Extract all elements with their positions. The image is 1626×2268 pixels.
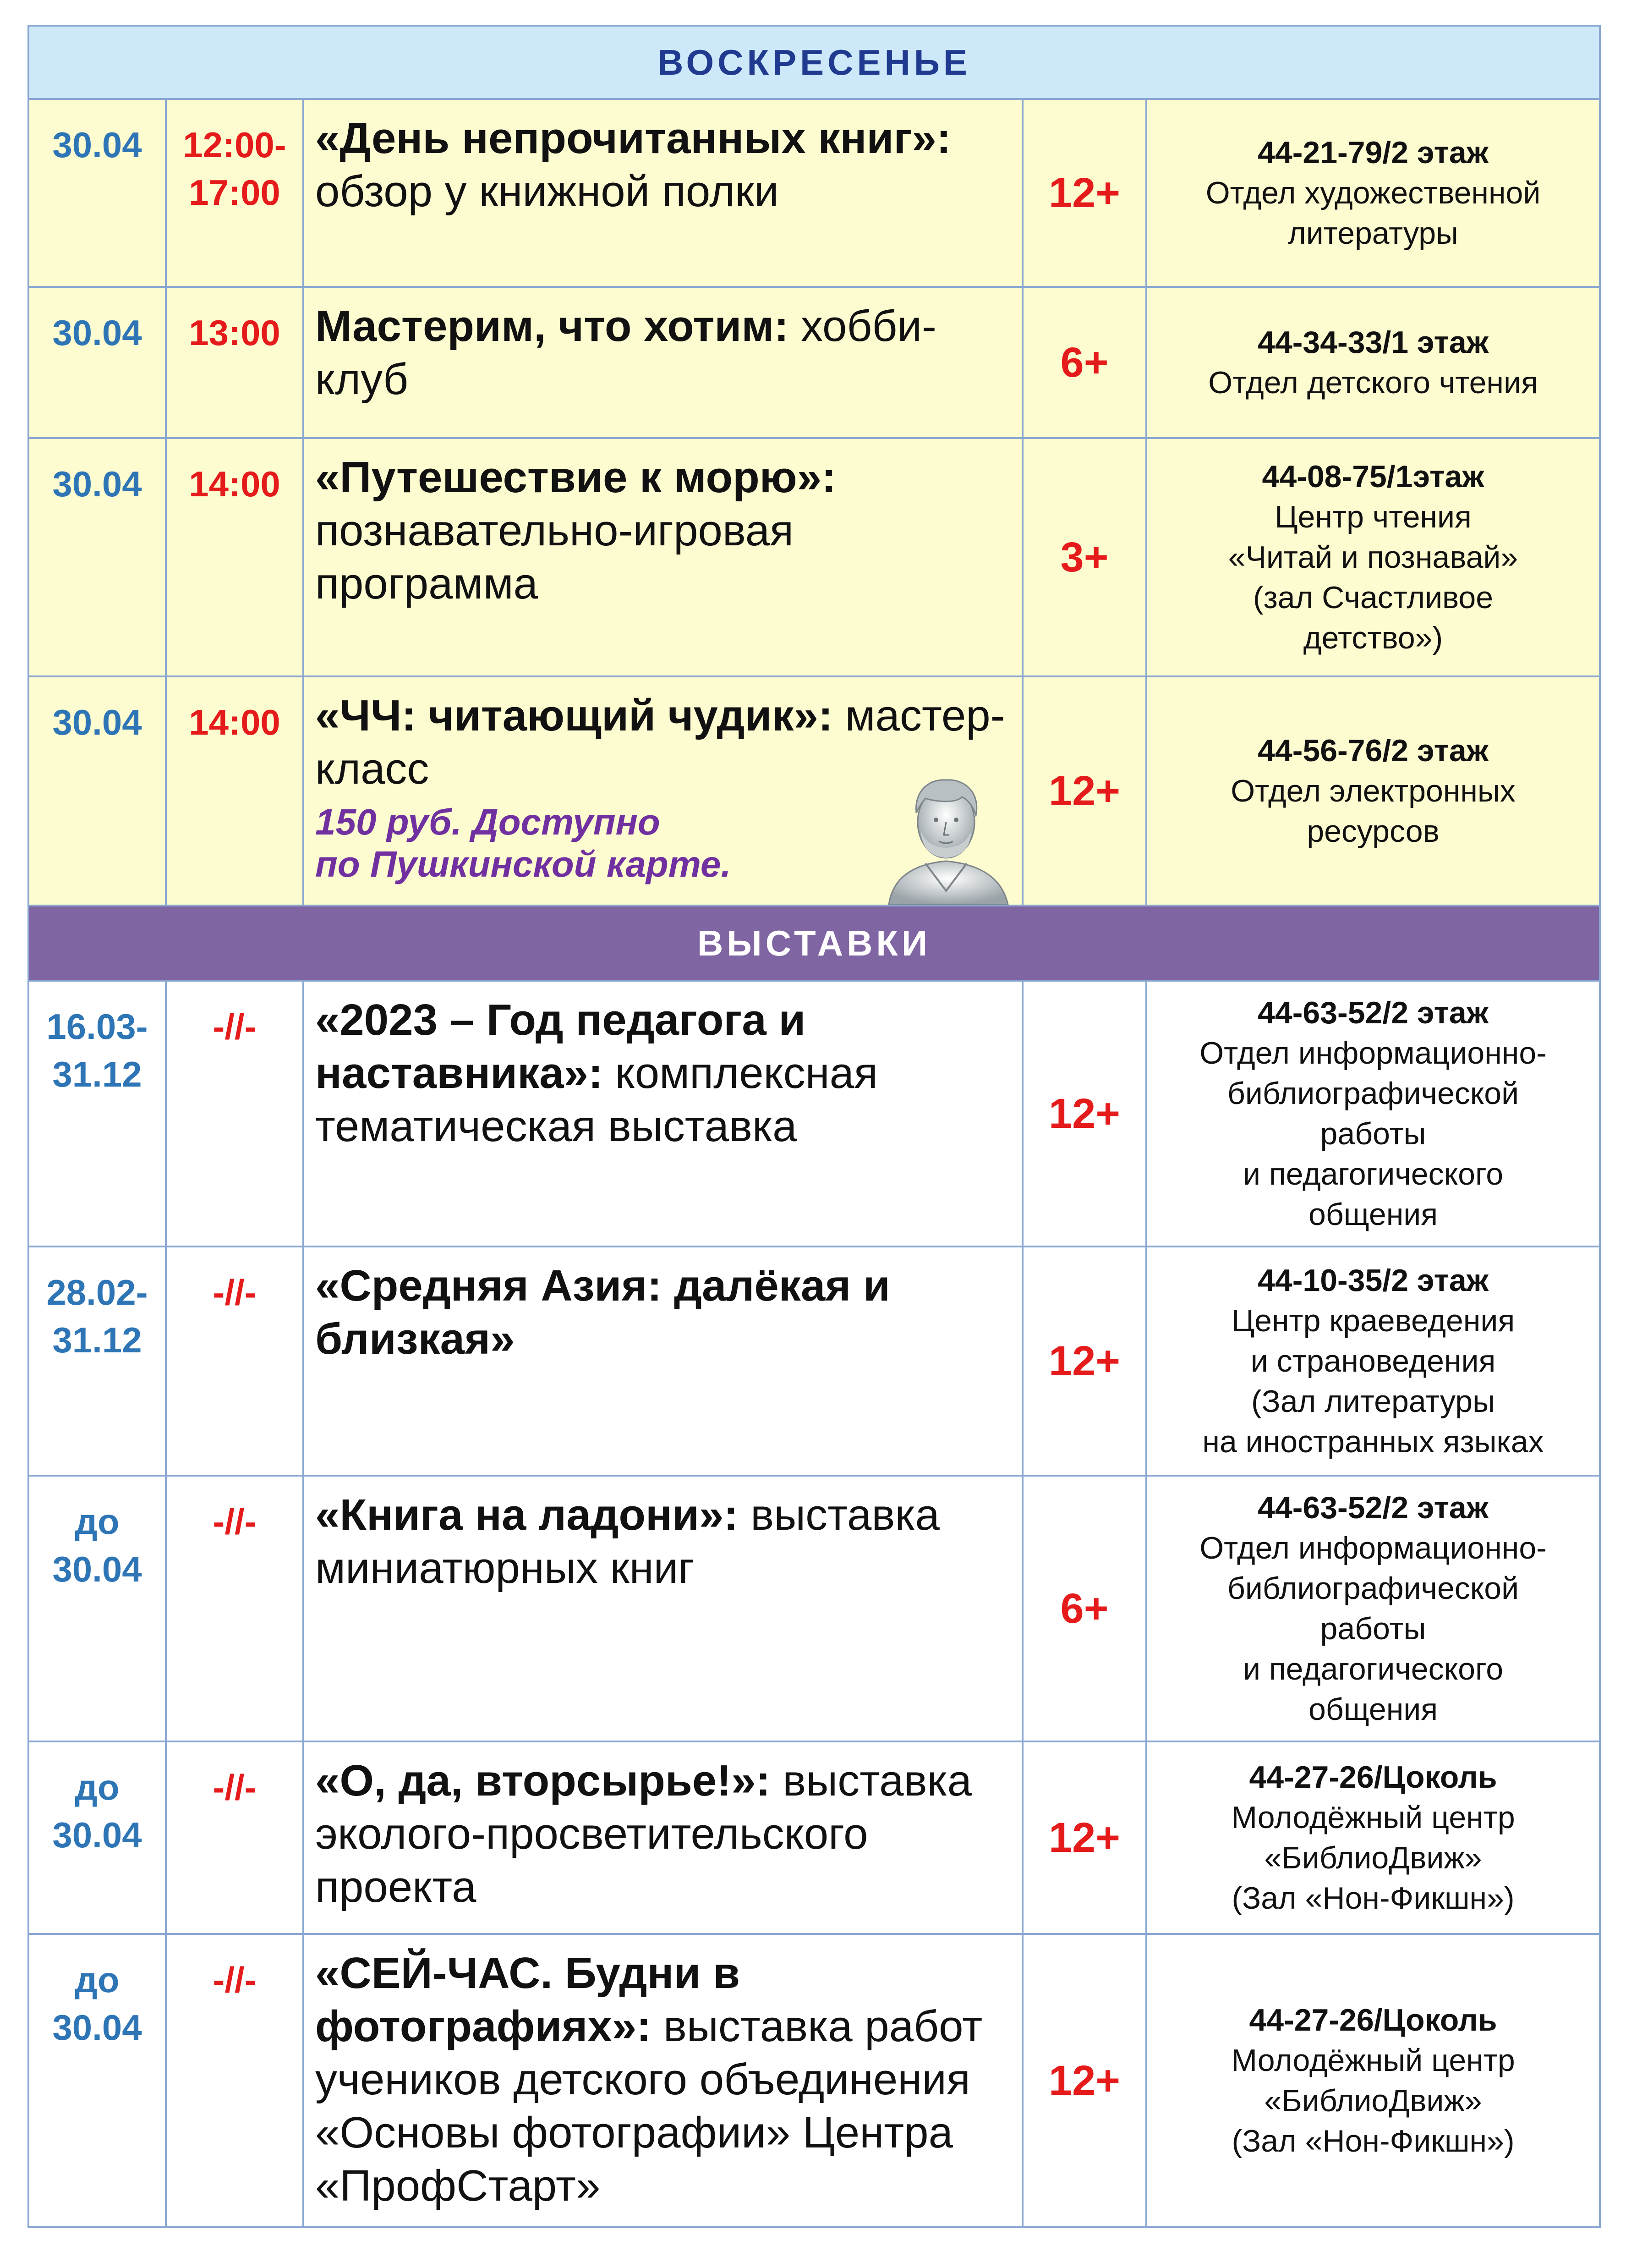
title-rest: выставка эколого-просветительского проекта	[315, 1756, 972, 1911]
event-row	[28, 676, 1600, 906]
phone: 44-34-33/1 этаж	[1258, 325, 1489, 360]
date-line: 30.04	[52, 1815, 142, 1855]
title-bold: «Средняя Азия: далёкая и близкая»	[315, 1261, 890, 1363]
event-title	[303, 99, 1023, 287]
age-rating: 12+	[1023, 981, 1146, 1247]
title-rest: выставка миниатюрных книг	[315, 1490, 940, 1593]
place-line: Отдел электронных	[1231, 774, 1516, 808]
place-line: (Зал «Нон-Фикшн»)	[1232, 1881, 1515, 1916]
event-date: 30.04	[28, 676, 166, 906]
date-line: 30.04	[52, 2007, 142, 2048]
title-rest: выставка работ учеников детского объединения «Основы фотографии» Центра «ПрофСтарт»	[315, 2002, 983, 2210]
place-line: работы	[1320, 1611, 1426, 1646]
time-start: 13:00	[189, 313, 280, 353]
event-row	[28, 287, 1600, 438]
place-line: общения	[1308, 1197, 1438, 1232]
place-line: «БиблиоДвиж»	[1264, 1840, 1482, 1875]
date-line: до	[75, 1960, 120, 2000]
note-line: по Пушкинской карте.	[315, 844, 731, 884]
place-line: детство»)	[1303, 621, 1443, 655]
place-line: работы	[1320, 1116, 1426, 1151]
section-title: ВЫСТАВКИ	[28, 906, 1600, 981]
section-title: ВОСКРЕСЕНЬЕ	[28, 26, 1600, 99]
title-bold: «2023 – Год педагога и наставника»:	[315, 995, 806, 1098]
event-title	[303, 676, 1023, 906]
time-start: 14:00	[189, 464, 280, 504]
exhibition-place	[1146, 981, 1600, 1247]
phone: 44-08-75/1этаж	[1262, 459, 1484, 494]
title-rest: обзор у книжной полки	[315, 167, 779, 216]
place-line: «Читай и познавай»	[1228, 540, 1518, 575]
place-line: «БиблиоДвиж»	[1264, 2083, 1482, 2118]
event-time	[166, 438, 303, 676]
place-line: (зал Счастливое	[1253, 580, 1494, 615]
place-line: ресурсов	[1307, 814, 1440, 849]
exhibition-date	[28, 1476, 166, 1741]
place-line: Отдел детского чтения	[1208, 365, 1538, 400]
phone: 44-63-52/2 этаж	[1258, 1490, 1489, 1525]
schedule-sheet	[27, 25, 1599, 2238]
title-bold: «Путешествие к морю»:	[315, 453, 837, 502]
exhibition-time: -//-	[166, 981, 303, 1247]
phone: 44-63-52/2 этаж	[1258, 995, 1489, 1030]
exhibition-time: -//-	[166, 1476, 303, 1741]
place-line: библиографической	[1227, 1571, 1519, 1606]
event-date: 30.04	[28, 438, 166, 676]
place-line: (Зал литературы	[1251, 1384, 1495, 1419]
phone: 44-10-35/2 этаж	[1258, 1263, 1489, 1298]
date-line: 31.12	[52, 1320, 142, 1360]
age-rating: 6+	[1023, 1476, 1146, 1741]
title-rest: хобби-клуб	[315, 302, 936, 404]
exhibition-row	[28, 1934, 1600, 2227]
exhibition-date	[28, 1247, 166, 1476]
exhibition-row	[28, 1247, 1600, 1476]
exhibition-row	[28, 981, 1600, 1247]
event-place	[1146, 99, 1600, 287]
exhibition-time: -//-	[166, 1741, 303, 1934]
place-line: и педагогического	[1243, 1652, 1504, 1686]
date-line: 31.12	[52, 1054, 142, 1094]
place-line: общения	[1308, 1692, 1438, 1727]
title-bold: Мастерим, что хотим:	[315, 302, 789, 351]
place-line: Молодёжный центр	[1231, 2043, 1515, 2078]
exhibition-time: -//-	[166, 1934, 303, 2227]
exhibition-date	[28, 981, 166, 1247]
time-end: 17:00	[189, 172, 280, 213]
event-place	[1146, 676, 1600, 906]
event-date: 30.04	[28, 99, 166, 287]
age-rating: 12+	[1023, 1741, 1146, 1934]
place-line: и страноведения	[1250, 1344, 1496, 1378]
place-line: и педагогического	[1243, 1157, 1504, 1192]
place-line: Отдел информационно-	[1199, 1036, 1547, 1071]
phone: 44-27-26/Цоколь	[1249, 2003, 1497, 2037]
schedule-table	[27, 25, 1601, 2228]
place-line: литературы	[1288, 216, 1458, 251]
exhibition-place	[1146, 1741, 1600, 1934]
phone: 44-27-26/Цоколь	[1249, 1760, 1497, 1795]
date-line: 28.02-	[46, 1272, 148, 1312]
age-rating: 12+	[1023, 99, 1146, 287]
exhibition-place	[1146, 1476, 1600, 1741]
event-time	[166, 99, 303, 287]
place-line: Отдел информационно-	[1199, 1531, 1547, 1565]
title-rest: познавательно-игровая программа	[315, 506, 794, 608]
event-row	[28, 438, 1600, 676]
event-date: 30.04	[28, 287, 166, 438]
title-bold: «СЕЙ-ЧАС. Будни в фотографиях»:	[315, 1949, 740, 2051]
time-start: 14:00	[189, 702, 280, 742]
phone: 44-56-76/2 этаж	[1258, 733, 1489, 768]
event-place	[1146, 287, 1600, 438]
title-bold: «ЧЧ: читающий чудик»:	[315, 691, 833, 740]
time-start: 12:00-	[183, 125, 286, 165]
date-line: до	[75, 1767, 120, 1807]
place-line: на иностранных языках	[1202, 1424, 1544, 1459]
place-line: Центр краеведения	[1231, 1303, 1515, 1338]
age-rating: 12+	[1023, 1247, 1146, 1476]
date-line: 16.03-	[46, 1006, 148, 1047]
place-line: Отдел художественной	[1205, 176, 1541, 210]
exhibition-title	[303, 981, 1023, 1247]
section-header-sunday	[28, 26, 1600, 99]
exhibition-title	[303, 1741, 1023, 1934]
event-time	[166, 287, 303, 438]
place-line: библиографической	[1227, 1076, 1519, 1111]
event-row	[28, 99, 1600, 287]
title-rest: мастер-класс	[315, 691, 1005, 793]
exhibition-place	[1146, 1934, 1600, 2227]
exhibition-place	[1146, 1247, 1600, 1476]
place-line: Центр чтения	[1275, 500, 1472, 534]
event-place	[1146, 438, 1600, 676]
title-bold: «О, да, вторсырье!»:	[315, 1756, 771, 1805]
event-time	[166, 676, 303, 906]
note-line: 150 руб. Доступно	[315, 802, 660, 842]
age-rating: 6+	[1023, 287, 1146, 438]
age-rating: 12+	[1023, 1934, 1146, 2227]
exhibition-row	[28, 1476, 1600, 1741]
date-line: до	[75, 1501, 120, 1542]
age-rating: 12+	[1023, 676, 1146, 906]
exhibition-title	[303, 1247, 1023, 1476]
title-bold: «День непрочитанных книг»:	[315, 114, 951, 163]
pushkin-bust-image	[870, 753, 1022, 905]
title-bold: «Книга на ладони»:	[315, 1490, 739, 1539]
exhibition-title	[303, 1934, 1023, 2227]
exhibition-date	[28, 1934, 166, 2227]
age-rating: 3+	[1023, 438, 1146, 676]
event-title	[303, 438, 1023, 676]
exhibition-date	[28, 1741, 166, 1934]
title-rest: комплексная тематическая выставка	[315, 1049, 878, 1151]
exhibition-title	[303, 1476, 1023, 1741]
exhibition-row	[28, 1741, 1600, 1934]
exhibition-time: -//-	[166, 1247, 303, 1476]
place-line: (Зал «Нон-Фикшн»)	[1232, 2124, 1515, 2158]
date-line: 30.04	[52, 1549, 142, 1589]
section-header-exhibitions	[28, 906, 1600, 981]
place-line: Молодёжный центр	[1231, 1800, 1515, 1835]
phone: 44-21-79/2 этаж	[1258, 135, 1489, 170]
event-title	[303, 287, 1023, 438]
